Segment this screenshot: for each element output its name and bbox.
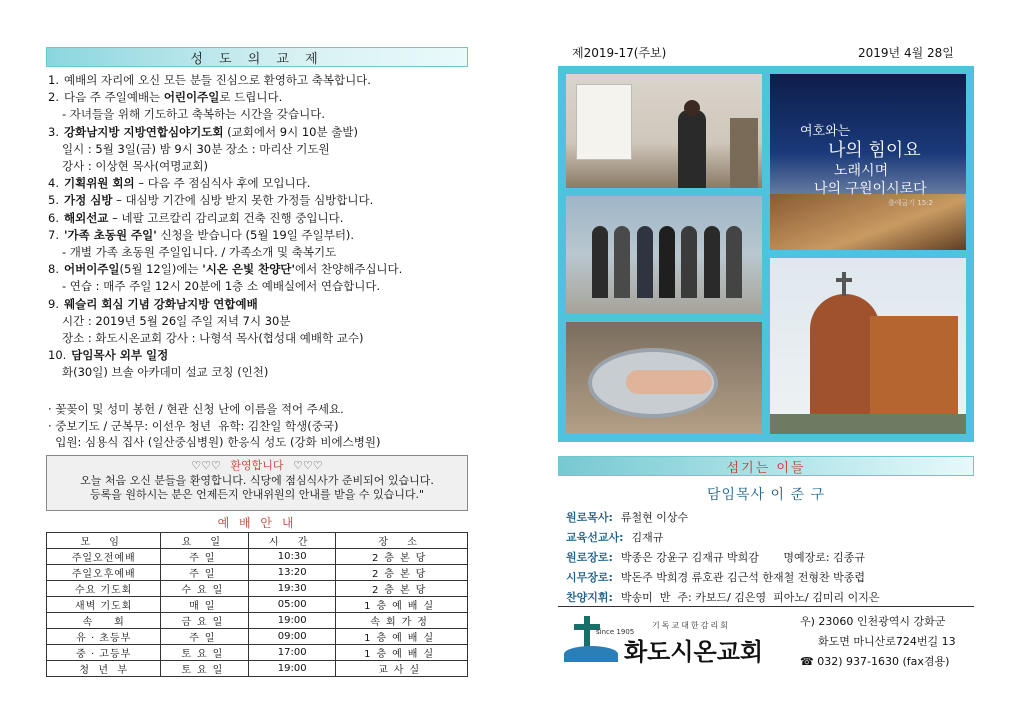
schedule-cell: 토요일: [161, 661, 249, 677]
notice-item: 3. 강화남지방 지방연합심야기도회 (교회에서 9시 10분 출발): [48, 124, 358, 139]
notice-detail: 화(30일) 브솔 아카데미 설교 코칭 (인천): [62, 365, 269, 380]
schedule-cell: 10:30: [249, 549, 336, 565]
worship-room-photo: [566, 74, 762, 188]
notice-item: 10. 담임목사 외부 일정: [48, 348, 169, 363]
logo-church-name: 화도시온교회: [624, 638, 764, 666]
notice-item: 7. '가족 초동원 주일' 신청을 받습니다 (5월 19일 주일부터).: [48, 227, 355, 242]
schedule-cell: 2층본당: [336, 581, 468, 597]
logo-year: since 1905: [596, 628, 635, 636]
schedule-row: [47, 581, 468, 597]
schedule-cell: 1층예배실: [336, 597, 468, 613]
verse-line-2: 나의 힘이요: [828, 140, 921, 161]
schedule-cell: 주일오전예배: [47, 549, 161, 565]
verse-poster: [770, 74, 966, 250]
welcome-line-2: 등록을 원하시는 분은 언제든지 안내위원의 안내를 받을 수 있습니다.": [89, 488, 425, 501]
staff-row: 시무장로: 박돈주 박희경 류호관 김근석 한재철 전형찬 박종렵: [566, 571, 866, 584]
extra-note: 입원: 심용식 집사 (일산중심병원) 한응식 성도 (강화 비에스병원): [48, 435, 381, 449]
schedule-cell: 속회가정: [336, 613, 468, 629]
schedule-row: [47, 549, 468, 565]
welcome-box: [46, 455, 468, 511]
notice-detail: 강사 : 이상현 목사(여명교회): [62, 159, 209, 174]
schedule-cell: 2층본당: [336, 549, 468, 565]
notice-detail: 시간 : 2019년 5월 26일 주일 저녁 7시 30분: [62, 313, 291, 328]
welcome-title-text: 환영합니다: [230, 459, 284, 472]
notice-detail: 일시 : 5월 3일(금) 밤 9시 30분 장소 : 마리산 기도원: [62, 141, 330, 156]
schedule-cell: 19:00: [249, 661, 336, 677]
schedule-row: [47, 613, 468, 629]
verse-reference: 출애굽기 15:2: [888, 199, 933, 207]
schedule-cell: 19:30: [249, 581, 336, 597]
divider: [558, 606, 974, 607]
address-line-2: 화도면 마니산로724번길 13: [818, 635, 956, 648]
schedule-row: [47, 629, 468, 645]
issue-date: 2019년 4월 28일: [858, 46, 954, 60]
schedule-cell: 09:00: [249, 629, 336, 645]
staff-row: 찬양지휘: 박송미 반 주: 카보드/ 김은영 피아노/ 김미리 이지은: [566, 591, 880, 604]
notice-item: 8. 어버이주일(5월 12일)에는 '시온 은빛 찬양단'에서 찬양해주십니다.: [48, 262, 403, 277]
staff-list: [566, 508, 986, 608]
notice-detail: - 자녀들을 위해 기도하고 축복하는 시간을 갖습니다.: [62, 107, 326, 122]
schedule-cell: 금요일: [161, 613, 249, 629]
schedule-cell: 청 년 부: [47, 661, 161, 677]
schedule-title: 예 배 안 내: [217, 516, 297, 530]
staff-row: 원로장로: 박종은 강윤구 김재규 박희감 명예장로: 김종규: [566, 551, 865, 564]
photo-collage: [558, 66, 974, 442]
notices-title-bar: [46, 47, 468, 67]
schedule-cell: 주일: [161, 549, 249, 565]
notices-list: [48, 72, 468, 382]
schedule-cell: 17:00: [249, 645, 336, 661]
schedule-row: [47, 661, 468, 677]
foot-washing-photo: [566, 322, 762, 434]
schedule-header: 요 일: [161, 533, 249, 549]
church-logo: [562, 612, 792, 670]
schedule-cell: 수요 기도회: [47, 581, 161, 597]
schedule-header: 모 임: [47, 533, 161, 549]
schedule-cell: 수요일: [161, 581, 249, 597]
schedule-cell: 19:00: [249, 613, 336, 629]
schedule-cell: 2층본당: [336, 565, 468, 581]
schedule-row: [47, 565, 468, 581]
notice-detail: 장소 : 화도시온교회 강사 : 나형석 목사(협성대 예배학 교수): [62, 331, 364, 346]
wave-icon: [564, 646, 618, 662]
schedule-cell: 유 · 초등부: [47, 629, 161, 645]
verse-line-3: 노래시며: [834, 163, 889, 179]
extra-note: · 꽃꽂이 및 성미 봉헌 / 현관 신청 난에 이름을 적어 주세요.: [48, 402, 344, 416]
schedule-header: 장 소: [336, 533, 468, 549]
address-line-1: 우) 23060 인천광역시 강화군: [800, 615, 946, 628]
schedule-row: [47, 645, 468, 661]
extra-note: · 중보기도 / 군복무: 이선우 청년 유학: 김찬일 학생(중국): [48, 418, 339, 433]
church-address: [800, 612, 956, 672]
staff-row: 원로목사: 류철현 이상수: [566, 511, 689, 524]
welcome-title: ♡♡♡ 환영합니다 ♡♡♡: [191, 459, 323, 472]
verse-line-1: 여호와는: [800, 124, 851, 139]
notice-detail: - 개별 가족 초동원 주일입니다. / 가족소개 및 축복기도: [62, 245, 337, 260]
extra-notes: [48, 401, 478, 451]
notice-item: 6. 해외선교 – 네팔 고르칼리 감리교회 건축 진행 중입니다.: [48, 210, 344, 225]
schedule-cell: 교사실: [336, 661, 468, 677]
staff-row: 교육선교사: 김재규: [566, 531, 664, 544]
schedule-cell: 1층예배실: [336, 645, 468, 661]
schedule-cell: 05:00: [249, 597, 336, 613]
group-photo: [566, 196, 762, 314]
notice-item: 1. 예배의 자리에 오신 모든 분들 진심으로 환영하고 축복합니다.: [48, 73, 371, 87]
schedule-cell: 매일: [161, 597, 249, 613]
servants-title: 섬기는 이들: [726, 460, 806, 476]
schedule-row: [47, 597, 468, 613]
schedule-header: 시 간: [249, 533, 336, 549]
notice-detail: - 연습 : 매주 주일 12시 20분에 1층 소 예배실에서 연습합니다.: [62, 279, 381, 294]
schedule-cell: 주일: [161, 629, 249, 645]
issue-number: 제2019-17(주보): [572, 46, 667, 60]
schedule-cell: 주일오후예배: [47, 565, 161, 581]
servants-title-bar: [558, 456, 974, 476]
notice-item: 5. 가정 심방 – 대심방 기간에 심방 받지 못한 가정들 심방합니다.: [48, 193, 374, 208]
notice-item: 9. 웨슬리 회심 기념 강화남지방 연합예배: [48, 296, 258, 311]
schedule-cell: 13:20: [249, 565, 336, 581]
notices-title: 성 도 의 교 제: [190, 51, 324, 67]
schedule-cell: 중 · 고등부: [47, 645, 161, 661]
schedule-table: [46, 532, 468, 677]
logo-denomination: 기독교대한감리회: [652, 621, 730, 630]
schedule-cell: 주일: [161, 565, 249, 581]
senior-pastor: 담임목사 이 준 구: [706, 487, 826, 503]
verse-line-4: 나의 구원이시로다: [814, 181, 927, 197]
welcome-line-1: 오늘 처음 오신 분들을 환영합니다. 식당에 점심식사가 준비되어 있습니다.: [80, 473, 434, 487]
phone-number: ☎ 032) 937-1630 (fax겸용): [800, 655, 950, 668]
notice-item: 2. 다음 주 주일예배는 어린이주일로 드립니다.: [48, 90, 283, 105]
schedule-cell: 1층예배실: [336, 629, 468, 645]
schedule-cell: 토요일: [161, 645, 249, 661]
church-building-photo: [770, 258, 966, 434]
schedule-cell: 속 회: [47, 613, 161, 629]
notice-item: 4. 기획위원 회의 – 다음 주 점심식사 후에 모입니다.: [48, 176, 311, 191]
schedule-cell: 새벽 기도회: [47, 597, 161, 613]
